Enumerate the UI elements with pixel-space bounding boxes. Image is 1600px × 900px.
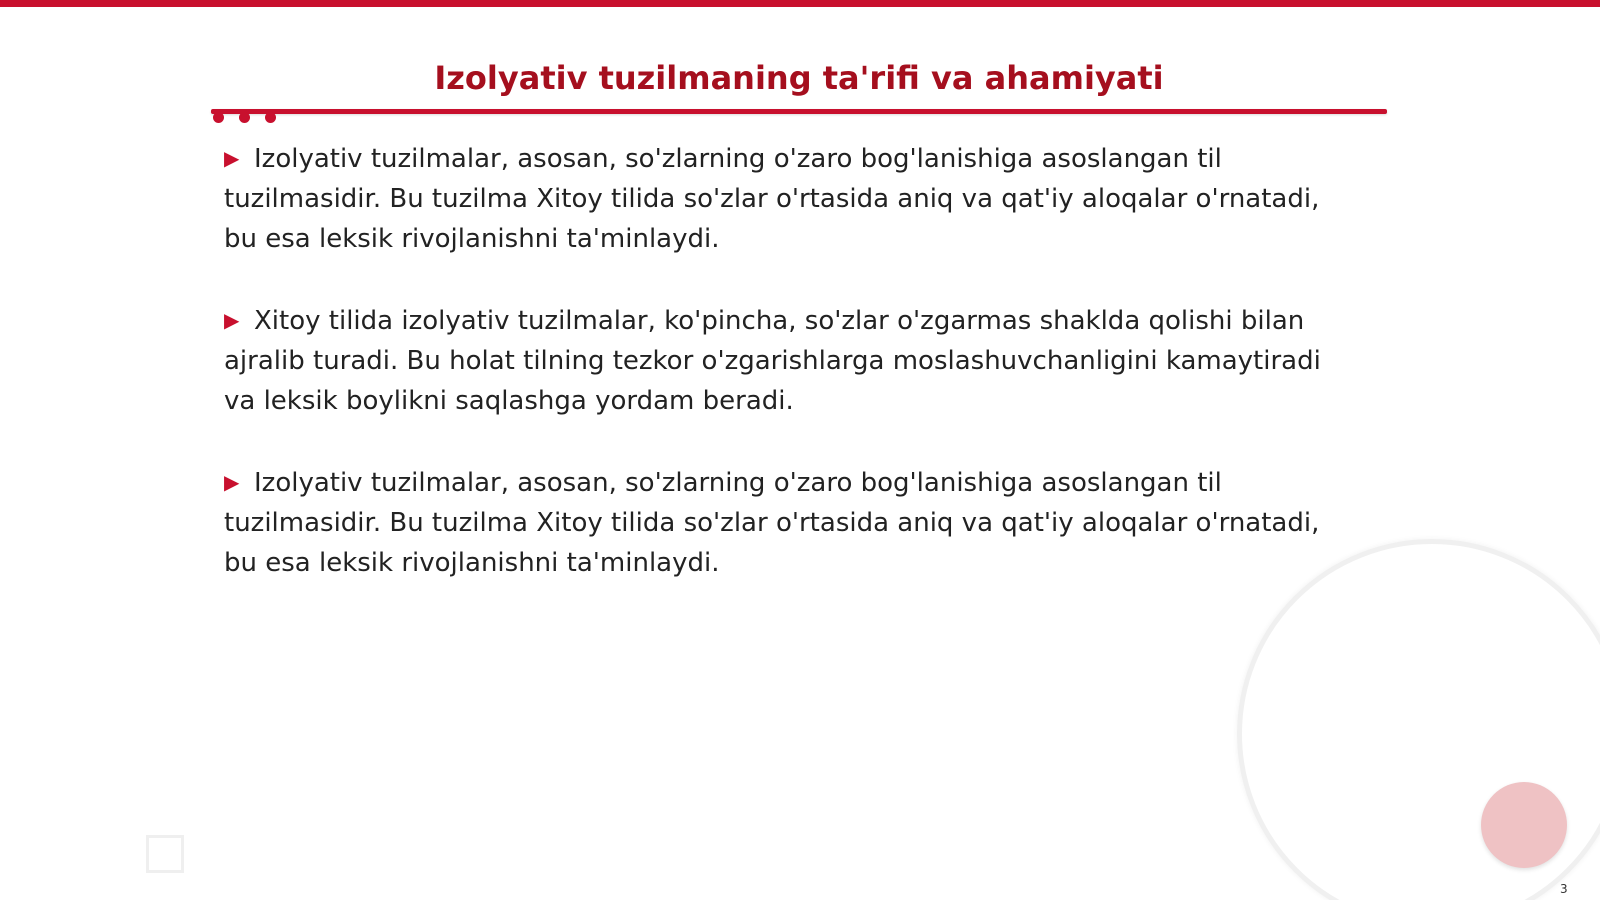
bullet-text-3: Izolyativ tuzilmalar, asosan, so'zlarning o'zaro bog'lanishiga asoslangan til tuzilmasidir. Bu tuzilma Xitoy tilida so'zlar o'rtasida aniq va qat'iy aloqalar o'rnatadi, bu esa leksik rivojlanishni ta'minlaydi. (224, 468, 1320, 578)
bullet-text-1: Izolyativ tuzilmalar, asosan, so'zlarning o'zaro bog'lanishiga asoslangan til tuzilmasidir. Bu tuzilma Xitoy tilida so'zlar o'rtasida aniq va qat'iy aloqalar o'rnatadi, bu esa leksik rivojlanishni ta'minlaydi. (224, 144, 1320, 254)
decorative-circle (1481, 782, 1567, 868)
page-number: 3 (1560, 882, 1568, 896)
bullet-item-2 (224, 300, 1354, 421)
underline-dot-3 (265, 112, 276, 123)
bullet-list (224, 138, 1354, 624)
bullet-item-1 (224, 138, 1354, 259)
underline-dot-1 (213, 112, 224, 123)
title-underline (211, 109, 1387, 114)
underline-dot-2 (239, 112, 250, 123)
triangle-right-icon: ▶ (224, 308, 240, 332)
triangle-right-icon: ▶ (224, 470, 240, 494)
decorative-square (146, 835, 184, 873)
bullet-item-3 (224, 462, 1354, 583)
top-accent-bar (0, 0, 1600, 7)
triangle-right-icon: ▶ (224, 146, 240, 170)
slide-title: Izolyativ tuzilmaning ta'rifi va ahamiyati (434, 59, 1164, 97)
bullet-text-2: Xitoy tilida izolyativ tuzilmalar, ko'pincha, so'zlar o'zgarmas shaklda qolishi bilan ajralib turadi. Bu holat tilning tezkor o'zgarishlarga moslashuvchanligini kamaytiradi va leksik boylikni saqlashga yordam beradi. (224, 306, 1321, 416)
